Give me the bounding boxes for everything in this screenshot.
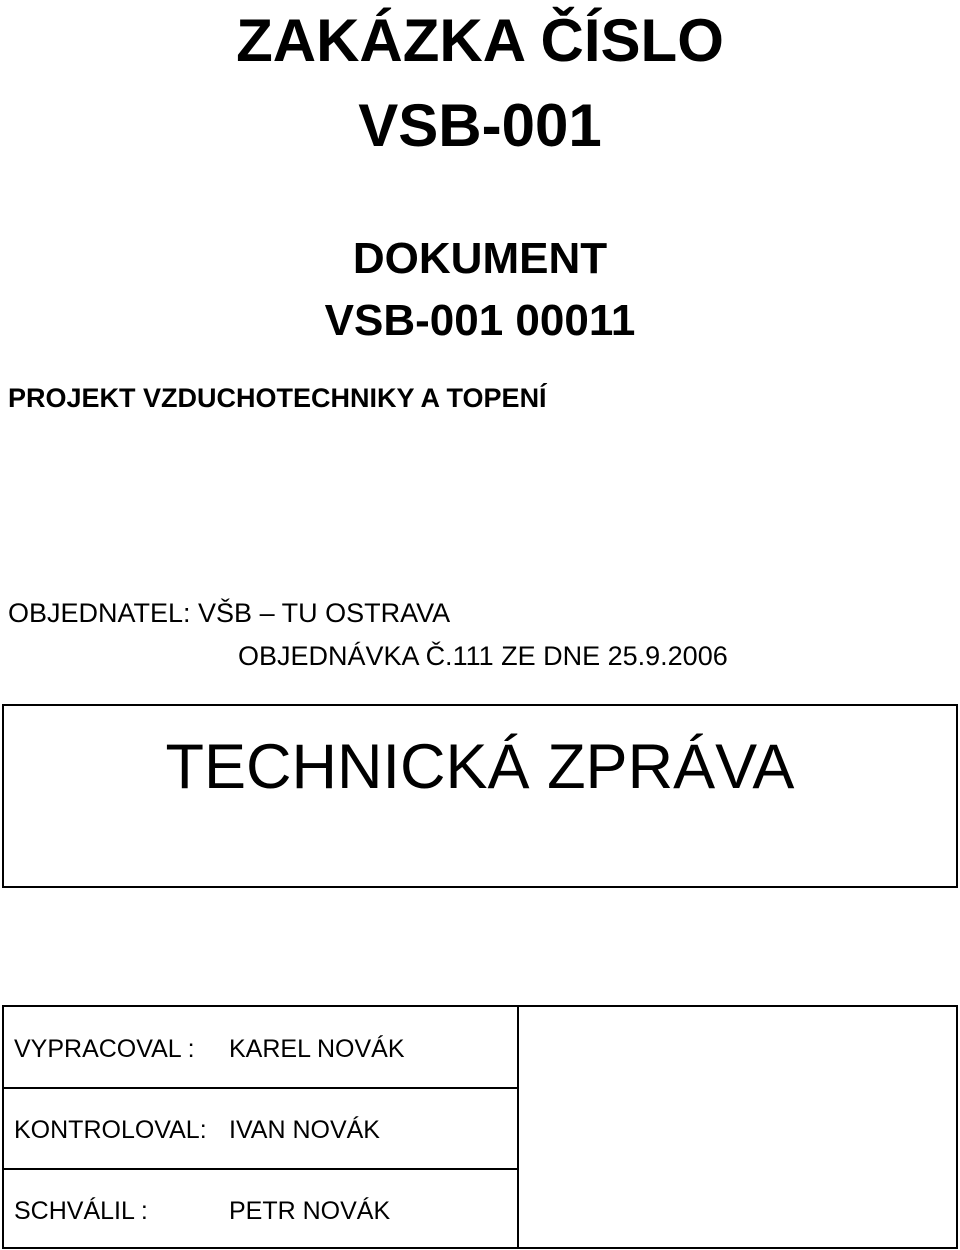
signature-row-checked <box>4 1088 517 1170</box>
order-number-heading: ZAKÁZKA ČÍSLO <box>236 7 724 74</box>
order-number-value: VSB-001 <box>358 92 602 159</box>
project-title: PROJEKT VZDUCHOTECHNIKY A TOPENÍ <box>8 383 547 413</box>
signature-row-approved <box>4 1169 517 1249</box>
signature-label: KONTROLOVAL: <box>14 1116 207 1144</box>
signature-label: SCHVÁLIL : <box>14 1197 148 1225</box>
document-heading: DOKUMENT <box>352 234 608 283</box>
document-number: VSB-001 00011 <box>324 296 636 345</box>
stamp-area <box>519 1007 956 1247</box>
signature-label: VYPRACOVAL : <box>14 1035 195 1063</box>
report-title-box <box>2 704 958 888</box>
signature-row-prepared <box>4 1007 517 1089</box>
signature-name: KAREL NOVÁK <box>229 1035 405 1063</box>
signature-table <box>2 1005 958 1249</box>
signature-list <box>4 1007 519 1247</box>
signature-name: PETR NOVÁK <box>229 1197 391 1225</box>
order-reference: OBJEDNÁVKA Č.111 ZE DNE 25.9.2006 <box>238 641 728 671</box>
client-line: OBJEDNATEL: VŠB – TU OSTRAVA <box>8 598 451 628</box>
report-title: TECHNICKÁ ZPRÁVA <box>165 732 795 802</box>
signature-name: IVAN NOVÁK <box>229 1116 380 1144</box>
